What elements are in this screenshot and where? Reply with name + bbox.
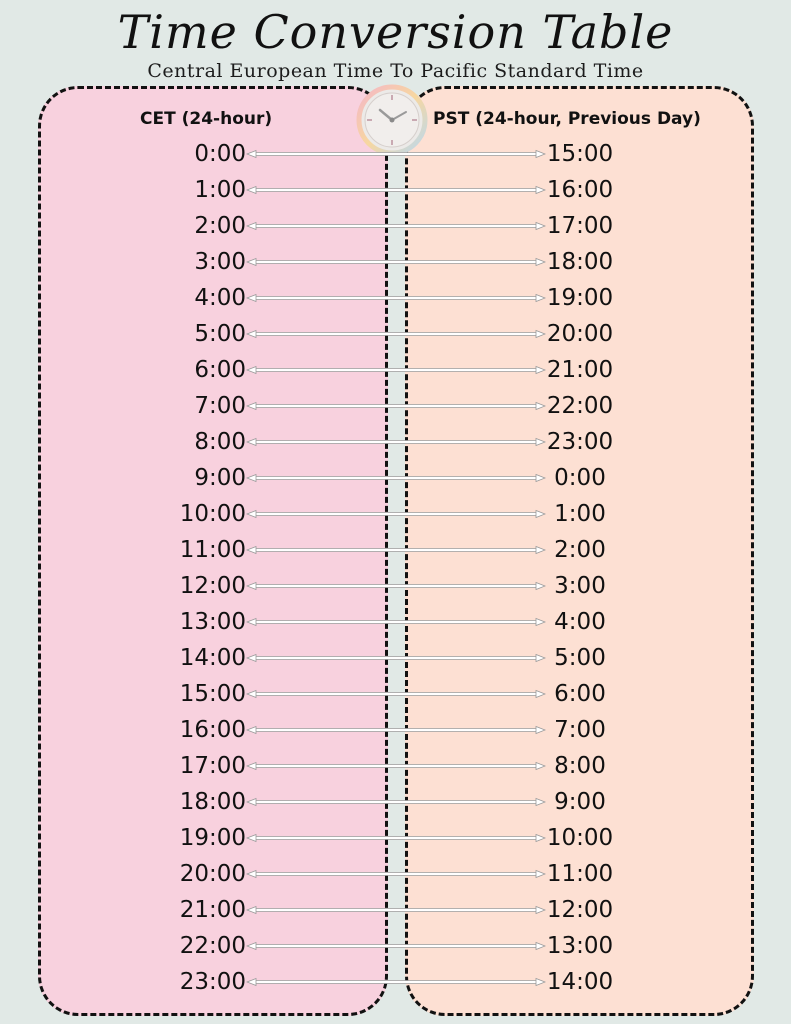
pst-time: 4:00	[554, 609, 606, 635]
cet-time: 8:00	[194, 429, 246, 455]
table-row	[0, 316, 791, 352]
pst-time: 22:00	[546, 393, 614, 419]
cet-time: 15:00	[179, 681, 246, 707]
double-arrow-icon	[246, 760, 546, 772]
table-row	[0, 388, 791, 424]
pst-time: 6:00	[554, 681, 606, 707]
double-arrow-icon	[246, 652, 546, 664]
pst-time: 8:00	[554, 753, 606, 779]
double-arrow-icon	[246, 688, 546, 700]
pst-time: 19:00	[546, 285, 614, 311]
pst-time: 18:00	[546, 249, 614, 275]
cet-time: 21:00	[179, 897, 246, 923]
pst-time: 17:00	[546, 213, 614, 239]
table-row	[0, 892, 791, 928]
double-arrow-icon	[246, 508, 546, 520]
cet-time: 18:00	[179, 789, 246, 815]
cet-time: 1:00	[194, 177, 246, 203]
pst-time: 23:00	[546, 429, 614, 455]
cet-time: 13:00	[179, 609, 246, 635]
cet-time: 3:00	[194, 249, 246, 275]
double-arrow-icon	[246, 976, 546, 988]
table-row	[0, 460, 791, 496]
double-arrow-icon	[246, 400, 546, 412]
table-row	[0, 352, 791, 388]
table-row	[0, 676, 791, 712]
pst-time: 3:00	[554, 573, 606, 599]
table-row	[0, 532, 791, 568]
double-arrow-icon	[246, 472, 546, 484]
table-row	[0, 748, 791, 784]
table-row	[0, 604, 791, 640]
table-row	[0, 424, 791, 460]
cet-time: 4:00	[194, 285, 246, 311]
cet-time: 20:00	[179, 861, 246, 887]
pst-time: 12:00	[546, 897, 614, 923]
pst-time: 0:00	[554, 465, 606, 491]
table-row	[0, 136, 791, 172]
table-row	[0, 172, 791, 208]
cet-time: 6:00	[194, 357, 246, 383]
page-title: Time Conversion Table	[117, 5, 674, 59]
pst-time: 15:00	[546, 141, 614, 167]
cet-time: 16:00	[179, 717, 246, 743]
table-row	[0, 928, 791, 964]
pst-time: 14:00	[546, 969, 614, 995]
cet-time: 17:00	[179, 753, 246, 779]
table-row	[0, 496, 791, 532]
double-arrow-icon	[246, 436, 546, 448]
double-arrow-icon	[246, 544, 546, 556]
cet-time: 12:00	[179, 573, 246, 599]
cet-time: 9:00	[194, 465, 246, 491]
cet-time: 19:00	[179, 825, 246, 851]
double-arrow-icon	[246, 904, 546, 916]
table-row	[0, 856, 791, 892]
double-arrow-icon	[246, 220, 546, 232]
pst-time: 20:00	[546, 321, 614, 347]
double-arrow-icon	[246, 832, 546, 844]
cet-time: 23:00	[179, 969, 246, 995]
pst-time: 7:00	[554, 717, 606, 743]
table-row	[0, 568, 791, 604]
double-arrow-icon	[246, 148, 546, 160]
pst-time: 13:00	[546, 933, 614, 959]
table-row	[0, 784, 791, 820]
pst-time: 2:00	[554, 537, 606, 563]
page-subtitle: Central European Time To Pacific Standard Time	[147, 60, 644, 82]
pst-time: 10:00	[546, 825, 614, 851]
double-arrow-icon	[246, 940, 546, 952]
conversion-table	[0, 136, 791, 1000]
pst-time: 9:00	[554, 789, 606, 815]
cet-column-header: CET (24-hour)	[140, 109, 273, 129]
double-arrow-icon	[246, 364, 546, 376]
cet-time: 11:00	[179, 537, 246, 563]
double-arrow-icon	[246, 328, 546, 340]
cet-time: 10:00	[179, 501, 246, 527]
pst-time: 1:00	[554, 501, 606, 527]
cet-time: 7:00	[194, 393, 246, 419]
table-row	[0, 280, 791, 316]
cet-time: 0:00	[194, 141, 246, 167]
table-row	[0, 208, 791, 244]
double-arrow-icon	[246, 184, 546, 196]
pst-time: 11:00	[546, 861, 614, 887]
cet-time: 5:00	[194, 321, 246, 347]
cet-time: 22:00	[179, 933, 246, 959]
double-arrow-icon	[246, 796, 546, 808]
pst-time: 5:00	[554, 645, 606, 671]
table-row	[0, 820, 791, 856]
pst-time: 21:00	[546, 357, 614, 383]
double-arrow-icon	[246, 292, 546, 304]
double-arrow-icon	[246, 616, 546, 628]
table-row	[0, 244, 791, 280]
pst-time: 16:00	[546, 177, 614, 203]
double-arrow-icon	[246, 868, 546, 880]
pst-column-header: PST (24-hour, Previous Day)	[433, 109, 701, 129]
table-row	[0, 712, 791, 748]
double-arrow-icon	[246, 724, 546, 736]
cet-time: 14:00	[179, 645, 246, 671]
table-row	[0, 640, 791, 676]
table-row	[0, 964, 791, 1000]
double-arrow-icon	[246, 256, 546, 268]
cet-time: 2:00	[194, 213, 246, 239]
double-arrow-icon	[246, 580, 546, 592]
